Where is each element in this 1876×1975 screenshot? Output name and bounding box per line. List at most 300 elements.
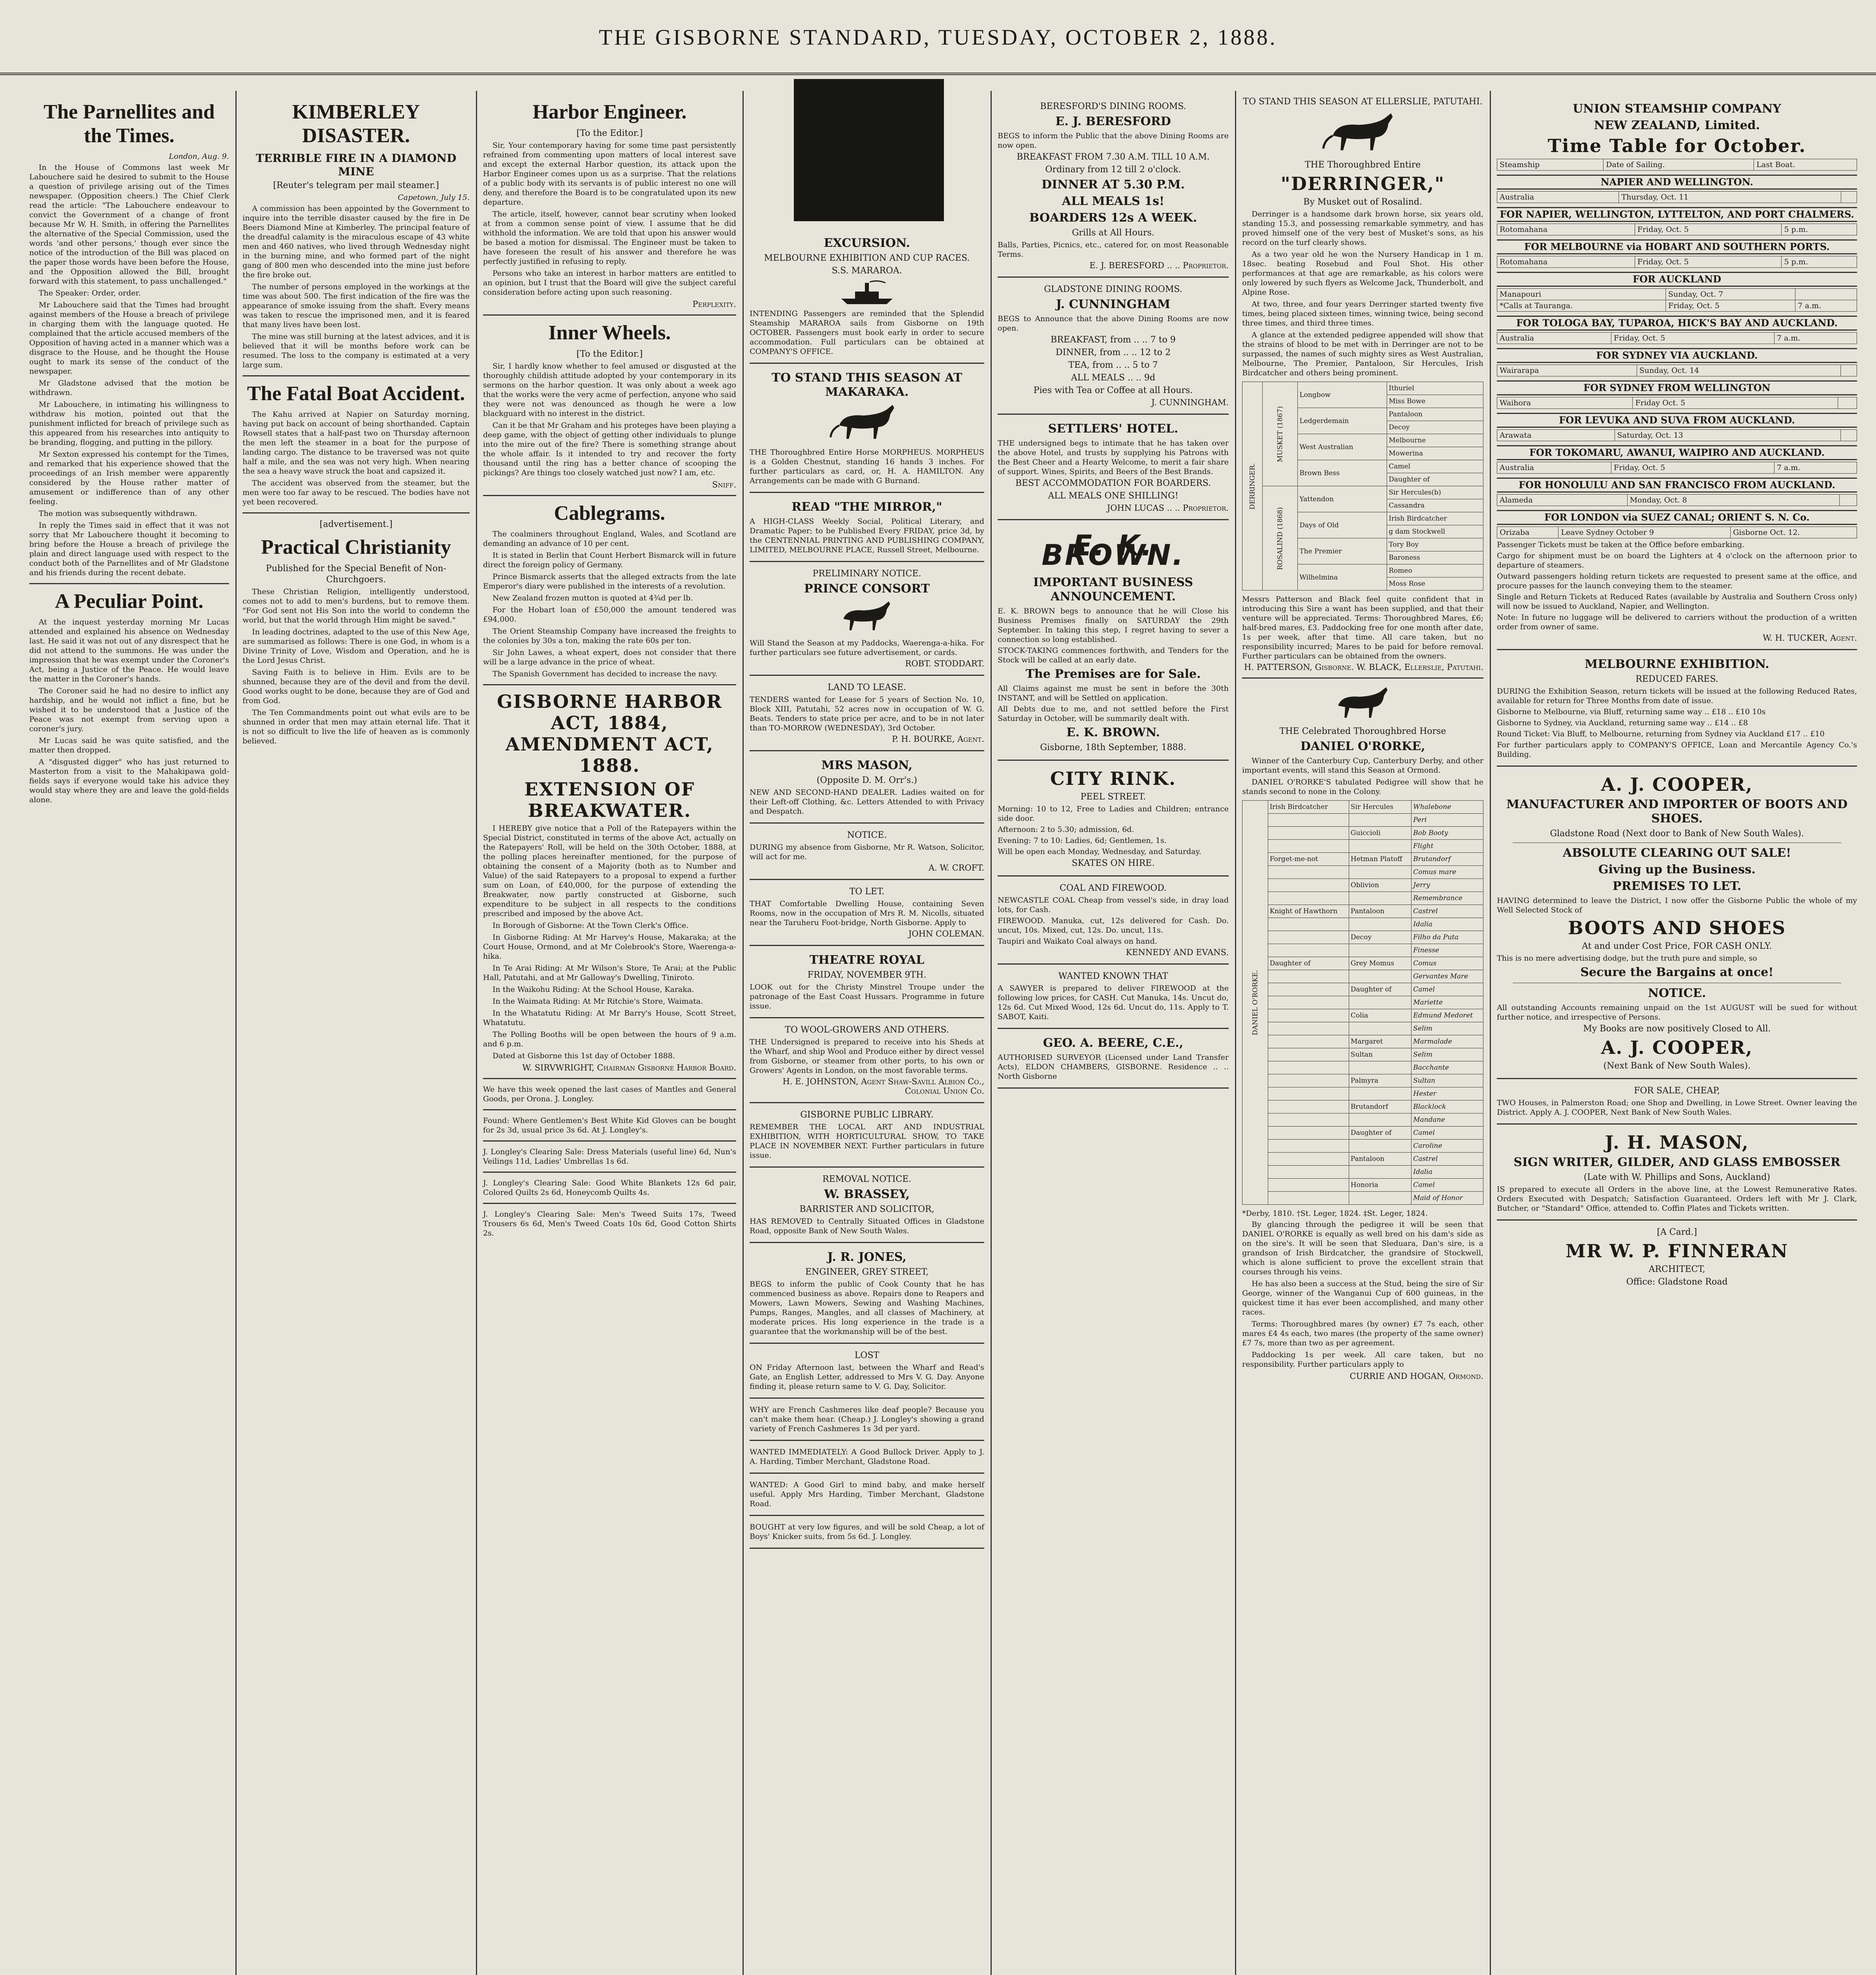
ad-body: ON Friday Afternoon last, between the Wharf and Read's Gate, an English Letter, addressed to Mrs V. G. Day. Anyone finding it, please return same to V. G. Day, Solicitor.: [750, 1363, 984, 1391]
pedigree-row: [1243, 983, 1483, 996]
pedigree-ancestor: Gervantes Mare: [1412, 970, 1483, 983]
pedigree-ancestor: [1349, 1061, 1411, 1074]
article-body: [483, 361, 736, 478]
pedigree-ancestor: Pantaloon: [1349, 905, 1411, 918]
pedigree-row: [1243, 1192, 1483, 1205]
route-cell: Wairarapa: [1497, 365, 1637, 376]
pedigree-ancestor: Caroline: [1412, 1140, 1483, 1153]
pedigree-ancestor: [1268, 1192, 1349, 1205]
column-2: [237, 95, 475, 1975]
ad-line: BEST ACCOMMODATION FOR BOARDERS.: [1015, 478, 1211, 488]
ad-line: Giving up the Business.: [1598, 863, 1756, 877]
pedigree-ancestor: Baroness: [1387, 551, 1483, 564]
ad-body: Will Stand the Season at my Paddocks, Waerenga-a-hika. For further particulars see future advertisement, or cards.: [750, 639, 984, 657]
route-cell: Manapouri: [1497, 289, 1666, 300]
separator: [483, 1172, 736, 1173]
paragraph: Mr Labouchere, in intimating his willingness to withdraw his motion, pointed out that the punishment inflicted for breach of privilege such as this appeared from his researches into antiquity to be branding, flogging, and putting in the pillory.: [29, 400, 229, 447]
pedigree-row: [1243, 1074, 1483, 1087]
route-cell: Leave Sydney October 9: [1558, 527, 1731, 538]
pedigree-row: [1243, 827, 1483, 840]
pedigree-ancestor: [1268, 879, 1349, 892]
ad-body: BEGS to Announce that the above Dining Rooms are now open.: [998, 314, 1229, 333]
pedigree-ancestor: [1268, 970, 1349, 983]
ad-body: BEGS to inform the Public that the above Dining Rooms are now open.: [998, 132, 1229, 150]
ad-header: BERESFORD'S DINING ROOMS.: [1040, 102, 1186, 111]
route-cell: 5 p.m.: [1782, 256, 1857, 268]
paragraph: The Coroner said he had no desire to inflict any hardship, and he would not inflict a fine, but he wished it to be understood that a Justice of the Peace was not exempt from serving upon a coroner's jury.: [29, 687, 229, 733]
pedigree-row: [1243, 892, 1483, 905]
small-ad: J. Longley's Clearing Sale: Good White Blankets 12s 6d pair, Colored Quilts 2s 6d, Honeycomb Quilts 4s.: [483, 1179, 736, 1197]
ad-body: HAS REMOVED to Centrally Situated Offices in Gladstone Road, opposite Bank of New South Wales.: [750, 1217, 984, 1235]
pedigree-ancestor: [1268, 1061, 1349, 1074]
route-heading: FOR TOKOMARU, AWANUI, WAIPIRO AND AUCKLAND.: [1497, 445, 1857, 460]
article-title: The Parnellites and the Times.: [43, 101, 215, 147]
ad-wanted-girl: [750, 1474, 984, 1516]
pedigree-ancestor: Pantaloon: [1349, 1153, 1411, 1166]
paragraph: New Zealand frozen mutton is quoted at 4¾d per lb.: [492, 594, 693, 602]
pedigree-ancestor: Hester: [1412, 1087, 1483, 1100]
pedigree-grandparent: Ledgerdemain: [1298, 408, 1387, 434]
separator: [483, 684, 736, 685]
route-cell: [1840, 430, 1857, 441]
separator: [242, 375, 470, 376]
route-cell: Alameda: [1497, 495, 1628, 506]
pedigree-ancestor: [1268, 931, 1349, 944]
route-row: [1497, 192, 1857, 203]
ad-title: TO STAND THIS SEASON AT MAKARAKA.: [771, 371, 962, 399]
paragraph: Saving Faith is to believe in Him. Evils are to be shunned, because they are of the devil and from the devil. Good works ought to be done, because they are of God and from God.: [242, 668, 470, 705]
dateline: London, Aug. 9.: [169, 152, 229, 161]
editor-line: [To the Editor.]: [576, 128, 643, 138]
article-subtitle: TERRIBLE FIRE IN A DIAMOND MINE: [256, 152, 457, 178]
route-cell: Monday, Oct. 8: [1627, 495, 1839, 506]
paragraph: Sir John Lawes, a wheat expert, does not consider that there will be a large advance in the price of wheat.: [483, 648, 736, 666]
horse-icon: [827, 402, 906, 445]
ad-union-steamship: [1497, 95, 1857, 650]
ad-ship: S.S. MARAROA.: [832, 266, 902, 276]
signature: Perplexity.: [692, 299, 736, 309]
route-heading: FOR LONDON via SUEZ CANAL; ORIENT S. N. Co.: [1497, 510, 1857, 525]
pedigree-grandparent: Yattendon: [1298, 486, 1387, 512]
ad-subtitle: (Opposite D. M. Orr's.): [816, 775, 917, 785]
pedigree-ancestor: Blacklock: [1412, 1100, 1483, 1114]
ad-lost: [750, 1344, 984, 1399]
pedigree-ancestor: Guiccioli: [1349, 827, 1411, 840]
ad-body: All Debts due to me, and not settled before the First Saturday in October, will be summarily dealt with.: [998, 705, 1229, 723]
pedigree-ancestor: [1268, 1127, 1349, 1140]
separator: [483, 1109, 736, 1110]
ad-name: A. J. COOPER,: [1601, 774, 1753, 795]
ad-header: GLADSTONE DINING ROOMS.: [1044, 284, 1182, 294]
ad-note: Outward passengers holding return tickets are requested to present same at the office, and procure passes for the launch conveying them to the steamer.: [1497, 572, 1857, 590]
ad-line: Grills at All Hours.: [1072, 228, 1154, 238]
ad-title: REMOVAL NOTICE.: [822, 1174, 912, 1184]
paragraph: The Orient Steamship Company have increased the freights to the colonies by 30s a ton, making the rate 60s per ton.: [483, 627, 736, 645]
ad-body: NEWCASTLE COAL Cheap from vessel's side, in dray load lots, for Cash.: [998, 896, 1229, 914]
route-cell: Australia: [1497, 462, 1611, 474]
ad-role: MANUFACTURER AND IMPORTER OF BOOTS AND SHOES.: [1506, 798, 1848, 826]
pedigree-ancestor: Mandane: [1412, 1114, 1483, 1127]
ad-name: J. R. JONES,: [827, 1250, 907, 1264]
ad-line: Pies with Tea or Coffee at all Hours.: [1033, 386, 1193, 395]
ad-body: REMEMBER THE LOCAL ART AND INDUSTRIAL EXHIBITION, WITH HORTICULTURAL SHOW, TO TAKE PLACE IN NOVEMBER NEXT. Further particulars in future issue.: [750, 1123, 984, 1160]
ad-body: TWO Houses, in Palmerston Road; one Shop and Dwelling, in Lowe Street. Owner leaving the District. Apply A. J. COOPER, Next Bank of New South Wales.: [1497, 1098, 1857, 1117]
route-row: [1497, 495, 1857, 506]
ad-body: THE Thoroughbred Entire Horse MORPHEUS. MORPHEUS is a Golden Chestnut, standing 16 hands 3 inches. For further particulars as card, or, H. A. HAMILTON. Any Arrangements can be made with G Burnand.: [750, 448, 984, 485]
ad-wanted-known: [998, 965, 1229, 1029]
ad-body: DURING my absence from Gisborne, Mr R. Watson, Solicitor, will act for me.: [750, 843, 984, 861]
pedigree-ancestor: Ithuriel: [1387, 382, 1483, 395]
route-cell: Thursday, Oct. 11: [1619, 192, 1841, 203]
paragraph: In Te Arai Riding: At Mr Wilson's Store, Te Arai; at the Public Hall, Patutahi, and at Mr Galloway's Dwelling, Tiniroto.: [483, 964, 736, 982]
route-cell: Waihora: [1497, 397, 1633, 409]
pedigree-main-name: DANIEL O'RORKE.: [1243, 801, 1268, 1205]
route-cell: [1795, 289, 1857, 300]
pedigree-ancestor: [1268, 1087, 1349, 1100]
ad-title: MELBOURNE EXHIBITION.: [1585, 657, 1769, 671]
pedigree-ancestor: Cassandra: [1387, 499, 1483, 512]
route-cell: Sunday, Oct. 7: [1665, 289, 1795, 300]
ad-body: [1242, 756, 1483, 796]
pedigree-ancestor: Bob Booty: [1412, 827, 1483, 840]
ad-line: My Books are now positively Closed to All.: [1583, 1024, 1771, 1034]
paragraph: Can it be that Mr Graham and his proteges have been playing a deep game, with the object of getting other individuals to plunge into the mire out of the fire? There is something strange about the whole affair. Is it intended to try and recover the forty thousand until the ring has a better chance of scooping the pickings? Are things too closely watched just now? I am, etc.: [483, 421, 736, 477]
pedigree-grandparent: West Australian: [1298, 434, 1387, 460]
ad-line: Morning: 10 to 12, Free to Ladies and Children; entrance side door.: [998, 805, 1229, 823]
pedigree-ancestor: Daughter of: [1387, 473, 1483, 486]
ad-title: UNION STEAMSHIP COMPANY: [1573, 102, 1781, 116]
pedigree-ancestor: Flight: [1412, 840, 1483, 853]
small-ad: J. Longley's Clearing Sale: Men's Tweed Suits 17s, Tweed Trousers 6s 6d, Men's Tweed Coats 10s 6d, Good Cotton Shirts 2s.: [483, 1210, 736, 1238]
pedigree-row: [1243, 1153, 1483, 1166]
pedigree-row: [1243, 1166, 1483, 1179]
pedigree-ancestor: [1268, 1048, 1349, 1061]
route-heading: FOR SYDNEY FROM WELLINGTON: [1497, 380, 1857, 395]
ad-big-name: E. K. BROWN.: [1041, 529, 1185, 572]
ad-line: DINNER AT 5.30 P.M.: [1041, 178, 1185, 192]
pedigree-ancestor: [1268, 1022, 1349, 1035]
pedigree-row: [1243, 866, 1483, 879]
horse-breeding: By Musket out of Rosalind.: [1303, 197, 1422, 207]
route-cell: Saturday, Oct. 13: [1615, 430, 1840, 441]
ad-signature: JOHN COLEMAN.: [908, 929, 984, 939]
ad-name: W. BRASSEY,: [824, 1187, 910, 1201]
ad-mirror: [750, 493, 984, 562]
route-heading: FOR SYDNEY VIA AUCKLAND.: [1497, 348, 1857, 363]
ad-body: THE Undersigned is prepared to receive into his Sheds at the Wharf, and ship Wool and Produce either by direct vessel from Gisborne, or steamer from other ports, to his own or Growers' Agents in London, on the most favorable terms.: [750, 1038, 984, 1075]
ad-settlers: [998, 415, 1229, 520]
pedigree-row: [1243, 931, 1483, 944]
ad-signature: E. J. BERESFORD .. .. Proprietor.: [1089, 261, 1229, 270]
pedigree-ancestor: Decoy: [1387, 421, 1483, 434]
paragraph: Sir, I hardly know whether to feel amused or disgusted at the thoroughly childish attitude adopted by your contemporary in its sermons on the harbor question. It was only about a week ago that the works were the very acme of perfection, anyone who said they were not was denounced as though he were a low blackguard with no interest in the district.: [483, 362, 736, 418]
paragraph: Mr Sexton expressed his contempt for the Times, and remarked that his experience showed that the proceedings of an Irish member were apparently considered by the House rather matter of amusement or indifference than of any other feeling.: [29, 450, 229, 506]
route-cell: [1841, 365, 1857, 376]
pedigree-ancestor: [1349, 1140, 1411, 1153]
route-row: [1497, 527, 1857, 538]
ad-line: At and under Cost Price, FOR CASH ONLY.: [1582, 941, 1772, 951]
ad-subtitle: PEEL STREET.: [1080, 792, 1146, 802]
pedigree-ancestor: Selim: [1412, 1048, 1483, 1061]
ad-line: The Premises are for Sale.: [1025, 667, 1201, 681]
article-body: [29, 617, 229, 805]
ad-mrs-mason: [750, 751, 984, 824]
route-table: [1497, 429, 1857, 441]
paragraph: The Ten Commandments point out what evils are to be shunned in order that men may attain eternal life. That it is not so difficult to live the life of heaven as is commonly believed.: [242, 708, 470, 745]
pedigree-ancestor: Oblivion: [1349, 879, 1411, 892]
pedigree-ancestor: [1268, 918, 1349, 931]
pedigree-table: [1242, 800, 1483, 1205]
ad-signature: A. J. COOPER,: [1601, 1037, 1753, 1058]
ad-signature: H. E. JOHNSTON, Agent Shaw-Savill Albion Co., Colonial Union Co.: [782, 1077, 984, 1096]
pedigree-row: [1243, 879, 1483, 892]
ad-signature: ROBT. STODDART.: [905, 659, 984, 668]
pedigree-ancestor: Margaret: [1349, 1035, 1411, 1048]
article-title: KIMBERLEY DISASTER.: [292, 101, 420, 147]
ad-brassey: [750, 1168, 984, 1243]
small-ad: J. Longley's Clearing Sale: Dress Materials (useful line) 6d, Nun's Veilings 11d, Ladies' Umbrellas 1s 6d.: [483, 1147, 736, 1166]
paragraph: For the Hobart loan of £50,000 the amount tendered was £94,000.: [483, 606, 736, 624]
route-cell: Australia: [1497, 333, 1611, 344]
pedigree-note: *Derby, 1810. †St. Leger, 1824. ‡St. Leger, 1824.: [1242, 1209, 1428, 1218]
ad-note: Cargo for shipment must be on board the Lighters at 4 o'clock on the afternoon prior to departure of steamers.: [1497, 551, 1857, 570]
pedigree-ancestor: [1268, 892, 1349, 905]
signature: W. SIRVWRIGHT, Chairman Gisborne Harbor Board.: [522, 1063, 736, 1072]
pedigree-ancestor: Irish Birdcatcher: [1387, 512, 1483, 525]
ad-address: (Next Bank of New South Wales).: [1603, 1061, 1751, 1071]
column-rule: [235, 91, 237, 1975]
ad-for-sale: [1497, 1079, 1857, 1125]
paragraph: These Christian Religion, intelligently understood, comes not to add to men's burdens, but to remove them. "For God sent not His Son into the world to condemn the world, but that the world through Him might be saved.": [242, 587, 470, 624]
ad-body: HAVING determined to leave the District, I now offer the Gisborne Public the whole of my Well Selected Stock of: [1497, 896, 1857, 914]
ad-body: BEGS to inform the public of Cook County that he has commenced business as above. Repairs done to Reapers and Mowers, Lawn Mowers, Sewing and Washing Machines, Pumps, Ranges, Mangles, and all classes of Machinery, at moderate prices. His long experience in the trade is a guarantee that the workmanship will be of the best.: [750, 1280, 984, 1336]
paragraph: Mr Labouchere said that the Times had brought against members of the House a breach of privilege in charging them with the language quoted. He complained that the article accused members of the Opposition of having acted in a manner which was a disgrace to the House, and he thought the House ought to mark its sense of the conduct of the newspaper.: [29, 301, 229, 376]
ad-name: J. CUNNINGHAM: [1056, 297, 1171, 311]
article-body: [483, 529, 736, 679]
pedigree-ancestor: Castrel: [1412, 905, 1483, 918]
ad-title: WANTED KNOWN THAT: [1058, 971, 1168, 981]
ad-name: E. J. BERESFORD: [1055, 115, 1171, 128]
ad-signature: KENNEDY AND EVANS.: [1126, 948, 1229, 957]
route-table: [1497, 224, 1857, 235]
article-title: Practical Christianity: [261, 536, 451, 559]
paragraph: In reply the Times said in effect that it was not sorry that Mr Labouchere thought it becoming to bring before the House a breach of privilege the plain and direct language used with respect to the conduct both of the Parnellites and of Mr Gladstone and his friends during the recent debate.: [29, 521, 229, 577]
paragraph: It is stated in Berlin that Count Herbert Bismarck will in future direct the foreign policy of Germany.: [483, 551, 736, 569]
pedigree-ancestor: Honoria: [1349, 1179, 1411, 1192]
pedigree-ancestor: Idalia: [1412, 918, 1483, 931]
route-cell: Friday Oct. 5: [1633, 397, 1838, 409]
pedigree-ancestor: Whalebone: [1412, 801, 1483, 814]
pedigree-ancestor: Sultan: [1412, 1074, 1483, 1087]
ad-title: MRS MASON,: [821, 758, 913, 772]
ad-body: THAT Comfortable Dwelling House, containing Seven Rooms, now in the occupation of Mrs R. M. Nicolls, situated near the Taruheru Foot-bridge, North Gisborne. Apply to: [750, 899, 984, 927]
route-heading: FOR HONOLULU AND SAN FRANCISCO FROM AUCKLAND.: [1497, 478, 1857, 493]
ad-name: GEO. A. BEERE, C.E.,: [1043, 1036, 1184, 1050]
pedigree-row: [1243, 853, 1483, 866]
paragraph: In leading doctrines, adapted to the use of this New Age, are summarised as follows: There is one God, in whom is a Divine Trinity of Love, Wisdom and Operation, and he is the Lord Jesus Christ.: [242, 628, 470, 665]
route-row: [1497, 462, 1857, 474]
pedigree-row: [1243, 905, 1483, 918]
pedigree-grandparent: Brown Bess: [1298, 460, 1387, 486]
pedigree-ancestor: Remembrance: [1412, 892, 1483, 905]
fare-line: Round Ticket: Via Bluff, to Melbourne, returning from Sydney via Auckland £17 .. £10: [1497, 730, 1825, 738]
timetable-title: Time Table for October.: [1547, 135, 1806, 156]
column-5: [992, 95, 1234, 1975]
ad-prince-consort: [750, 562, 984, 676]
horse-intro: THE Thoroughbred Entire: [1305, 160, 1421, 170]
pedigree-grandparent: The Premier: [1298, 538, 1387, 564]
article-body: [242, 587, 470, 746]
ad-body: STOCK-TAKING commences forthwith, and Tenders for the Stock will be called at an early date.: [998, 646, 1229, 664]
ad-subtitle: MELBOURNE EXHIBITION AND CUP RACES.: [764, 253, 970, 263]
separator: [483, 1203, 736, 1204]
ad-role: ENGINEER, GREY STREET,: [805, 1267, 929, 1277]
ad-line: Ordinary from 12 till 2 o'clock.: [1045, 165, 1181, 175]
ad-wool: [750, 1018, 984, 1103]
pedigree-ancestor: Camel: [1412, 1127, 1483, 1140]
article-title: Cablegrams.: [554, 502, 665, 525]
signature: Sniff.: [712, 480, 736, 489]
fare-line: Gisborne to Melbourne, via Bluff, returning same way .. £18 .. £10 10s: [1497, 707, 1766, 716]
route-cell: 7 a.m.: [1795, 300, 1857, 312]
pedigree-ancestor: Romeo: [1387, 564, 1483, 577]
pedigree-row: [1243, 1087, 1483, 1100]
ad-body: WHY are French Cashmeres like deaf people? Because you can't make them hear. (Cheap.) J. Longley's showing a grand variety of French Cashmeres 1s 3d per yard.: [750, 1405, 984, 1433]
pedigree-ancestor: Idalia: [1412, 1166, 1483, 1179]
timetable-header: [1497, 159, 1857, 171]
pedigree-ancestor: [1268, 1179, 1349, 1192]
ad-signature: P. H. BOURKE, Agent.: [892, 734, 984, 744]
pedigree-ancestor: [1268, 1166, 1349, 1179]
ad-note: Passenger Tickets must be taken at the Office before embarking.: [1497, 540, 1744, 549]
ad-body: THE undersigned begs to intimate that he has taken over the above Hotel, and trusts by supplying his Patrons with the Best Cheer and a Hearty Welcome, to merit a fair share of support. Wines, Spirits, and Beers of the Best Brands.: [998, 439, 1229, 476]
route-row: [1497, 430, 1857, 441]
ad-cooper: [1497, 767, 1857, 1079]
paragraph: Persons who take an interest in harbor matters are entitled to an opinion, but I trust that the Board will give the subject careful consideration before acting upon such reasoning.: [483, 269, 736, 297]
ink-blot: [794, 79, 944, 221]
article-title: A Peculiar Point.: [55, 590, 203, 613]
paragraph: In Gisborne Riding: At Mr Harvey's House, Makaraka; at the Court House, Ormond, and at Mr Colebrook's Store, Waerenga-a-hika.: [483, 933, 736, 961]
pedigree-row: [1243, 801, 1483, 814]
ad-header: SETTLERS' HOTEL.: [1048, 422, 1179, 436]
ad-signature: E. K. BROWN.: [1066, 726, 1160, 739]
route-heading: FOR NAPIER, WELLINGTON, LYTTELTON, AND PORT CHALMERS.: [1497, 207, 1857, 222]
ad-body: INTENDING Passengers are reminded that the Splendid Steamship MARAROA sails from Gisborne on 19th OCTOBER. Passengers must book early in order to secure accommodation. Full particulars can be obtained at COMPANY'S OFFICE.: [750, 309, 984, 356]
paragraph: Sir, Your contemporary having for some time past persistently refrained from commenting upon matters of local interest save and except the external Harbor question, its attack upon the Harbor Engineer comes upon us as a surprise. That the relations of a public body with its servants is of public interest no one will deny, and therefore the Board is to be congratulated upon its new departure.: [483, 141, 736, 207]
ad-title: EXCURSION.: [823, 236, 910, 250]
ad-title: PRELIMINARY NOTICE.: [812, 569, 921, 579]
horse-icon: [1318, 110, 1408, 157]
pedigree-ancestor: [1349, 1166, 1411, 1179]
pedigree-ancestor: Bacchante: [1412, 1061, 1483, 1074]
pedigree-ancestor: Filho da Puta: [1412, 931, 1483, 944]
paragraph: Terms: Thoroughbred mares (by owner) £7 7s each, other mares £4 4s each, two mares (the property of the same owner) £7 7s, more than two as per agreement.: [1242, 1320, 1483, 1347]
ad-body: A SAWYER is prepared to deliver FIREWOOD at the following low prices, for CASH. Cut Manuka, 14s. Uncut do, 12s 6d. Cut Mixed Wood, 12s 6d. Uncut do, 11s. Apply to T. SABOT, Kaiti.: [998, 984, 1229, 1021]
pedigree-ancestor: Maid of Honor: [1412, 1192, 1483, 1205]
pedigree-row: [1243, 382, 1483, 395]
fare-line: Gisborne to Sydney, via Auckland, returning same way .. £14 .. £8: [1497, 719, 1748, 727]
pedigree-table: [1242, 382, 1483, 591]
pedigree-ancestor: Colia: [1349, 1009, 1411, 1022]
pedigree-ancestor: Sir Hercules: [1349, 801, 1411, 814]
pedigree-grandparent: Longbow: [1298, 382, 1387, 408]
route-cell: Australia: [1497, 192, 1619, 203]
pedigree-parent: MUSKET (1867): [1263, 382, 1298, 486]
pedigree-ancestor: Pantaloon: [1387, 408, 1483, 421]
route-table: [1497, 332, 1857, 344]
pedigree-ancestor: Peri: [1412, 814, 1483, 827]
ad-line: BOARDERS 12s A WEEK.: [1029, 211, 1197, 225]
column-6: [1237, 95, 1489, 1975]
pedigree-ancestor: [1349, 996, 1411, 1009]
ad-line: Evening: 7 to 10: Ladies, 6d; Gentlemen, 1s.: [998, 836, 1167, 845]
notice-body: [483, 824, 736, 1061]
column-3: [477, 95, 742, 1975]
paragraph: Prince Bismarck asserts that the alleged extracts from the late Emperor's diary were published in the interests of a revolution.: [483, 572, 736, 591]
pedigree-ancestor: [1349, 1114, 1411, 1127]
paragraph: At the inquest yesterday morning Mr Lucas attended and explained his absence on Wednesday last. He said it was not out of any disrespect that he did not attend to the summons. He was under the impression that he was exempt under the Coroner's Act, being a Justice of the Peace. He would leave the matter in the Coroner's hands.: [29, 618, 229, 683]
pedigree-ancestor: Sultan: [1349, 1048, 1411, 1061]
ad-coal: [998, 877, 1229, 965]
ad-horse-name: PRINCE CONSORT: [804, 582, 930, 596]
pedigree-row: [1243, 1009, 1483, 1022]
route-heading: FOR MELBOURNE via HOBART AND SOUTHERN PORTS.: [1497, 239, 1857, 254]
route-table: [1497, 527, 1857, 538]
ad-gladstone: [998, 278, 1229, 415]
ad-signature: A. W. CROFT.: [928, 863, 984, 873]
pedigree-ancestor: [1349, 840, 1411, 853]
ad-line: SKATES ON HIRE.: [1071, 858, 1155, 868]
paragraph: Dated at Gisborne this 1st day of October 1888.: [492, 1051, 675, 1060]
ad-body: [1242, 209, 1483, 378]
ad-body: WANTED IMMEDIATELY: A Good Bullock Driver. Apply to J. A. Harding, Timber Merchant, Gladstone Road.: [750, 1448, 984, 1466]
route-table: [1497, 397, 1857, 409]
paragraph: Paddocking 1s per week. All care taken, but no responsibility. Further particulars apply to: [1242, 1351, 1483, 1369]
route-row: [1497, 289, 1857, 300]
pedigree-ancestor: Marmalade: [1412, 1035, 1483, 1048]
ad-excursion: [750, 229, 984, 364]
pedigree-ancestor: [1268, 1153, 1349, 1166]
pedigree-row: [1243, 996, 1483, 1009]
paragraph: In the Waikohu Riding: At the School House, Karaka.: [492, 985, 694, 994]
pedigree-ancestor: Castrel: [1412, 1153, 1483, 1166]
paragraph: The mine was still burning at the latest advices, and it is believed that it will be months before work can be resumed. The loss to the company is estimated at a very large sum.: [242, 332, 470, 369]
ad-morpheus: [750, 364, 984, 493]
ad-title: IMPORTANT BUSINESS ANNOUNCEMENT.: [1033, 576, 1193, 604]
ad-line: ALL MEALS ONE SHILLING!: [1048, 491, 1179, 501]
separator: [483, 1078, 736, 1079]
pedigree-ancestor: Brutandorf: [1412, 853, 1483, 866]
column-rule: [1235, 91, 1236, 1975]
small-ad: Found: Where Gentlemen's Best White Kid Gloves can be bought for 2s 3d, usual price 3s 6d. At J. Longley's.: [483, 1116, 736, 1134]
pedigree-row: [1243, 944, 1483, 957]
ad-signature: JOHN LUCAS .. .. Proprietor.: [1107, 503, 1229, 513]
pedigree-row: [1243, 1035, 1483, 1048]
separator: [483, 495, 736, 496]
small-ad: We have this week opened the last cases of Mantles and General Goods, per Orona. J. Longley.: [483, 1085, 736, 1103]
ad-melbourne-exhibition: [1497, 650, 1857, 767]
ad-title: CITY RINK.: [1050, 768, 1176, 789]
paragraph: In the Whatatutu Riding: At Mr Barry's House, Scott Street, Whatatutu.: [483, 1009, 736, 1027]
paragraph: The number of persons employed in the workings at the time was about 500. The first indication of the fire was the appearance of smoke issuing from the shaft. Every means was taken to rescue the imprisoned men, and it is feared that many lives have been lost.: [242, 282, 470, 329]
ad-body: WANTED: A Good Girl to mind baby, and make herself useful. Apply Mrs Harding, Timber Merchant, Gladstone Road.: [750, 1480, 984, 1508]
paragraph: A commission has been appointed by the Government to inquire into the terrible disaster caused by the fire in De Beers Diamond Mine at Kimberley. The principal feature of the dreadful calamity is the miraculous escape of 43 white men and 460 natives, who lived through Wednesday night in the burning mine, and who formed part of the night gang of 800 men who descended into the mine just before the fire broke out.: [242, 204, 470, 279]
article-subtitle: Published for the Special Benefit of Non-Churchgoers.: [266, 564, 446, 585]
ad-line: BREAKFAST, from .. .. 7 to 9: [1051, 335, 1176, 345]
pedigree-row: [1243, 1179, 1483, 1192]
route-heading: FOR TOLOGA BAY, TUPAROA, HICK'S BAY AND AUCKLAND.: [1497, 316, 1857, 331]
article-title: Inner Wheels.: [548, 322, 671, 344]
